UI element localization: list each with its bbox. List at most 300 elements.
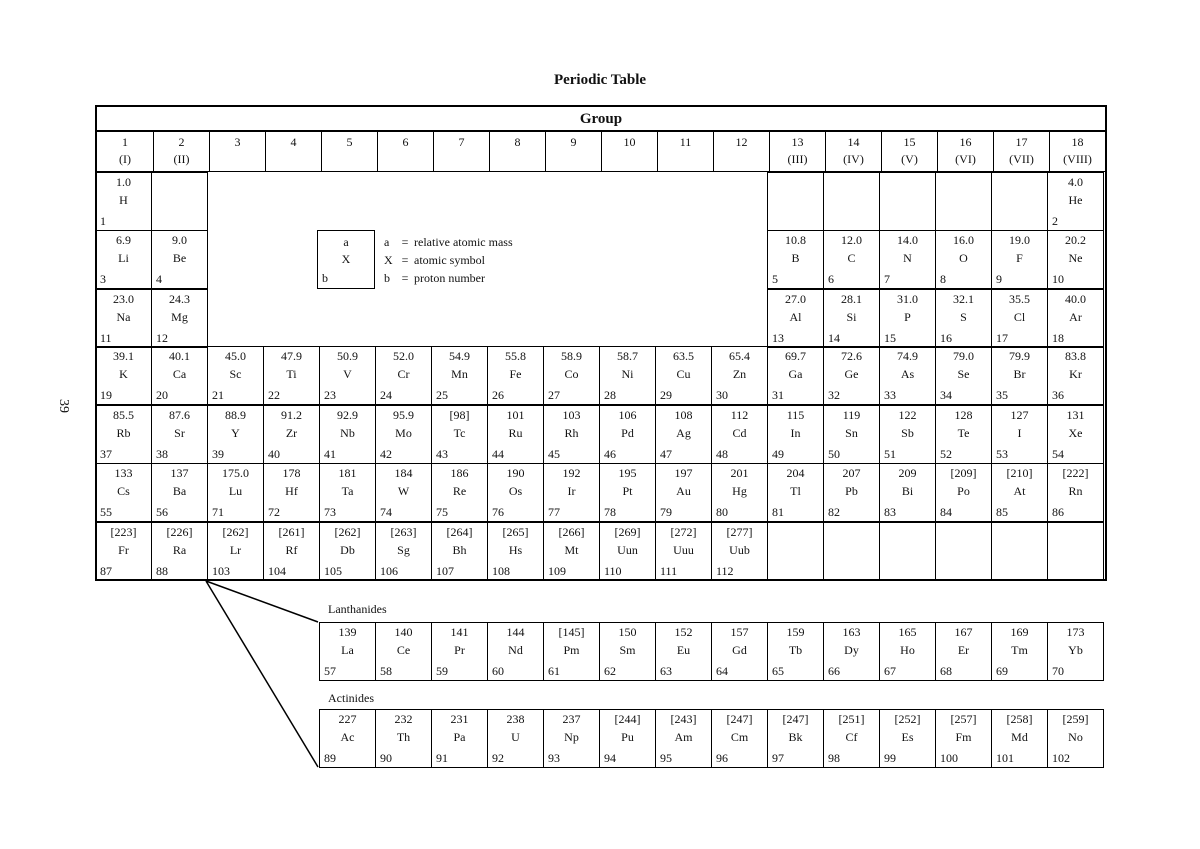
atomic-mass: 122: [898, 408, 917, 422]
atomic-symbol: Er: [957, 643, 970, 657]
atomic-symbol: I: [1017, 426, 1022, 440]
element-cell-u: [487, 709, 544, 768]
atomic-symbol: Ra: [172, 543, 187, 557]
atomic-symbol: Ir: [567, 484, 576, 498]
atomic-mass: 40.1: [169, 349, 190, 363]
element-cell-cd: [711, 405, 768, 464]
element-cell-ho: [879, 622, 936, 681]
proton-number: 83: [884, 505, 896, 519]
atomic-symbol: Co: [564, 367, 579, 381]
atomic-symbol: Bk: [788, 730, 803, 744]
group-roman-numeral: (I): [119, 152, 131, 166]
atomic-symbol: Ba: [172, 484, 187, 498]
proton-number: 106: [380, 564, 398, 578]
element-cell-tl: [767, 463, 824, 522]
element-cell-gd: [711, 622, 768, 681]
group-roman-numeral: (VI): [955, 152, 976, 166]
atomic-mass: 195: [618, 466, 637, 480]
empty-cell: [767, 172, 824, 231]
element-cell-tc: [431, 405, 488, 464]
atomic-symbol: Ru: [508, 426, 523, 440]
key-letter: a: [384, 235, 390, 249]
atomic-symbol: K: [119, 367, 128, 381]
atomic-symbol: Pr: [454, 643, 465, 657]
element-cell-pa: [431, 709, 488, 768]
atomic-mass: 108: [674, 408, 693, 422]
proton-number: 51: [884, 447, 896, 461]
proton-number: 99: [884, 751, 896, 765]
atomic-symbol: Eu: [676, 643, 691, 657]
group-number-cell: [881, 132, 937, 172]
proton-number: 7: [884, 272, 890, 286]
lanthanides-label: Lanthanides: [328, 602, 387, 616]
proton-number: 55: [100, 505, 112, 519]
atomic-mass: 23.0: [113, 292, 134, 306]
group-number: 2: [178, 135, 185, 149]
atomic-symbol: Rn: [1068, 484, 1083, 498]
element-cell-f: [991, 230, 1048, 289]
atomic-symbol: Be: [172, 251, 187, 265]
group-number-cell: [265, 132, 321, 172]
atomic-symbol: Rf: [285, 543, 298, 557]
proton-number: 33: [884, 388, 896, 402]
proton-number: 57: [324, 664, 336, 678]
atomic-mass: [223]: [110, 525, 137, 539]
atomic-symbol: Rb: [116, 426, 131, 440]
proton-number: 15: [884, 331, 896, 345]
atomic-symbol: Na: [116, 310, 131, 324]
atomic-mass: 201: [730, 466, 749, 480]
atomic-symbol: V: [343, 367, 352, 381]
proton-number: 92: [492, 751, 504, 765]
proton-number: 65: [772, 664, 784, 678]
atomic-mass: 101: [506, 408, 525, 422]
proton-number: 96: [716, 751, 728, 765]
group-number-cell: [489, 132, 545, 172]
element-cell-th: [375, 709, 432, 768]
atomic-mass: [263]: [390, 525, 417, 539]
proton-number: 109: [548, 564, 566, 578]
atomic-symbol: Tm: [1011, 643, 1028, 657]
element-cell-mn: [431, 346, 488, 405]
atomic-symbol: Yb: [1068, 643, 1083, 657]
element-cell-ti: [263, 346, 320, 405]
proton-number: 44: [492, 447, 504, 461]
atomic-mass: 79.0: [953, 349, 974, 363]
proton-number: 50: [828, 447, 840, 461]
element-cell-tb: [767, 622, 824, 681]
empty-cell: [991, 522, 1048, 581]
proton-number: 90: [380, 751, 392, 765]
atomic-mass: 169: [1010, 625, 1029, 639]
element-cell-rn: [1047, 463, 1104, 522]
atomic-mass: [226]: [166, 525, 193, 539]
atomic-mass: 115: [786, 408, 805, 422]
atomic-mass: [244]: [614, 712, 641, 726]
element-cell-sm: [599, 622, 656, 681]
element-cell-ni: [599, 346, 656, 405]
atomic-symbol: Zn: [732, 367, 747, 381]
key-legend: [384, 233, 513, 287]
atomic-mass: 52.0: [393, 349, 414, 363]
element-cell-hf: [263, 463, 320, 522]
group-number: 16: [959, 135, 972, 149]
element-cell-pm: [543, 622, 600, 681]
element-cell-am: [655, 709, 712, 768]
proton-number: 3: [100, 272, 106, 286]
periodic-table: [95, 105, 1107, 581]
group-number-cell: [657, 132, 713, 172]
atomic-symbol: Rh: [564, 426, 579, 440]
element-cell-y: [207, 405, 264, 464]
atomic-symbol: Lr: [229, 543, 242, 557]
atomic-mass: 92.9: [337, 408, 358, 422]
atomic-mass: 184: [394, 466, 413, 480]
page-title: Periodic Table: [553, 72, 647, 88]
proton-number: 105: [324, 564, 342, 578]
atomic-symbol: Mg: [171, 310, 188, 324]
proton-number: 4: [156, 272, 162, 286]
atomic-symbol: P: [904, 310, 911, 324]
atomic-symbol: Xe: [1068, 426, 1083, 440]
proton-number: 25: [436, 388, 448, 402]
proton-number: 58: [380, 664, 392, 678]
atomic-mass: 141: [450, 625, 469, 639]
group-number: 13: [791, 135, 804, 149]
proton-number: 29: [660, 388, 672, 402]
atomic-symbol: At: [1013, 484, 1026, 498]
element-cell-re: [431, 463, 488, 522]
atomic-symbol: Fe: [509, 367, 522, 381]
element-cell-ba: [151, 463, 208, 522]
atomic-symbol: Ce: [396, 643, 411, 657]
atomic-mass: 32.1: [953, 292, 974, 306]
atomic-mass: [251]: [838, 712, 865, 726]
proton-number: 53: [996, 447, 1008, 461]
atomic-symbol: Bh: [452, 543, 467, 557]
element-cell-he: [1047, 172, 1104, 231]
atomic-mass: 231: [450, 712, 469, 726]
element-cell-w: [375, 463, 432, 522]
proton-number: 101: [996, 751, 1014, 765]
atomic-symbol: Ar: [1069, 310, 1082, 324]
atomic-symbol: S: [960, 310, 967, 324]
proton-number: 98: [828, 751, 840, 765]
atomic-symbol: Ho: [900, 643, 915, 657]
atomic-mass: 35.5: [1009, 292, 1030, 306]
group-number: 10: [623, 135, 636, 149]
proton-number: 16: [940, 331, 952, 345]
atomic-mass: 72.6: [841, 349, 862, 363]
proton-number: 22: [268, 388, 280, 402]
proton-number: 97: [772, 751, 784, 765]
proton-number: 20: [156, 388, 168, 402]
element-cell-o: [935, 230, 992, 289]
proton-number: 14: [828, 331, 840, 345]
atomic-symbol: Si: [846, 310, 857, 324]
element-cell-ra: [151, 522, 208, 581]
atomic-mass: 20.2: [1065, 233, 1086, 247]
atomic-symbol: Re: [452, 484, 467, 498]
atomic-symbol: Sn: [845, 426, 858, 440]
element-cell-h: [95, 172, 152, 231]
proton-number: 74: [380, 505, 392, 519]
key-description: proton number: [414, 271, 485, 285]
element-cell-mt: [543, 522, 600, 581]
group-roman-numeral: (V): [901, 152, 918, 166]
atomic-mass: 24.3: [169, 292, 190, 306]
proton-number: 108: [492, 564, 510, 578]
group-roman-numeral: (II): [173, 152, 190, 166]
key-equals: =: [401, 271, 409, 285]
atomic-mass: 133: [114, 466, 133, 480]
proton-number: 107: [436, 564, 454, 578]
proton-number: 35: [996, 388, 1008, 402]
atomic-mass: 79.9: [1009, 349, 1030, 363]
proton-number: 62: [604, 664, 616, 678]
proton-number: 8: [940, 272, 946, 286]
element-cell-na: [95, 289, 152, 348]
element-cell-lu: [207, 463, 264, 522]
proton-number: 80: [716, 505, 728, 519]
atomic-mass: 16.0: [953, 233, 974, 247]
element-cell-uub: [711, 522, 768, 581]
proton-number: 18: [1052, 331, 1064, 345]
element-cell-ge: [823, 346, 880, 405]
atomic-symbol: Pm: [563, 643, 580, 657]
atomic-mass: 209: [898, 466, 917, 480]
proton-number: 69: [996, 664, 1008, 678]
proton-number: 10: [1052, 272, 1064, 286]
element-cell-in: [767, 405, 824, 464]
element-cell-ru: [487, 405, 544, 464]
proton-number: 46: [604, 447, 616, 461]
atomic-mass: 14.0: [897, 233, 918, 247]
element-cell-ag: [655, 405, 712, 464]
group-number: 11: [679, 135, 692, 149]
atomic-symbol: Nd: [508, 643, 523, 657]
atomic-mass: 12.0: [841, 233, 862, 247]
atomic-mass: [277]: [726, 525, 753, 539]
group-number: 15: [903, 135, 916, 149]
atomic-mass: 127: [1010, 408, 1029, 422]
element-cell-mo: [375, 405, 432, 464]
atomic-symbol: Bi: [901, 484, 914, 498]
atomic-mass: 119: [842, 408, 861, 422]
empty-cell: [823, 522, 880, 581]
atomic-symbol: Am: [674, 730, 693, 744]
proton-number: 78: [604, 505, 616, 519]
atomic-mass: 140: [394, 625, 413, 639]
element-cell-ce: [375, 622, 432, 681]
element-cell-os: [487, 463, 544, 522]
group-number-cell: [377, 132, 433, 172]
key-legend-row: [384, 251, 513, 269]
atomic-symbol: Tc: [453, 426, 466, 440]
proton-number: 12: [156, 331, 168, 345]
element-cell-v: [319, 346, 376, 405]
atomic-mass: 27.0: [785, 292, 806, 306]
atomic-mass: 175.0: [222, 466, 249, 480]
element-cell-cf: [823, 709, 880, 768]
atomic-mass: 39.1: [113, 349, 134, 363]
atomic-mass: 63.5: [673, 349, 694, 363]
proton-number: 60: [492, 664, 504, 678]
atomic-mass: [257]: [950, 712, 977, 726]
atomic-mass: [222]: [1062, 466, 1089, 480]
element-cell-pu: [599, 709, 656, 768]
element-cell-cl: [991, 289, 1048, 348]
proton-number: 94: [604, 751, 616, 765]
group-number: 9: [570, 135, 577, 149]
atomic-symbol: No: [1068, 730, 1083, 744]
element-cell-au: [655, 463, 712, 522]
proton-number: 52: [940, 447, 952, 461]
group-number: 6: [402, 135, 409, 149]
atomic-mass: [243]: [670, 712, 697, 726]
atomic-mass: [247]: [782, 712, 809, 726]
proton-number: 37: [100, 447, 112, 461]
atomic-symbol: Hf: [285, 484, 298, 498]
atomic-symbol: Br: [1013, 367, 1026, 381]
atomic-mass: 167: [954, 625, 973, 639]
atomic-mass: 139: [338, 625, 357, 639]
proton-number: 28: [604, 388, 616, 402]
atomic-symbol: He: [1068, 193, 1083, 207]
group-number: 7: [458, 135, 465, 149]
atomic-symbol: Mt: [564, 543, 579, 557]
atomic-symbol: Md: [1011, 730, 1028, 744]
element-cell-bh: [431, 522, 488, 581]
element-cell-i: [991, 405, 1048, 464]
page-number: 39: [56, 399, 71, 413]
connector-line-lanthanides: [206, 581, 318, 622]
key-letter: b: [384, 271, 390, 285]
proton-number: 41: [324, 447, 336, 461]
atomic-mass: [272]: [670, 525, 697, 539]
atomic-mass: [210]: [1006, 466, 1033, 480]
atomic-mass: 159: [786, 625, 805, 639]
element-cell-uun: [599, 522, 656, 581]
element-cell-xe: [1047, 405, 1104, 464]
group-number-cell: [209, 132, 265, 172]
atomic-mass: 69.7: [785, 349, 806, 363]
atomic-mass: 28.1: [841, 292, 862, 306]
proton-number: 102: [1052, 751, 1070, 765]
element-cell-po: [935, 463, 992, 522]
group-header: Group: [97, 107, 1105, 132]
atomic-symbol: Cf: [845, 730, 858, 744]
atomic-mass: 54.9: [449, 349, 470, 363]
element-cell-bk: [767, 709, 824, 768]
proton-number: 70: [1052, 664, 1064, 678]
element-cell-zr: [263, 405, 320, 464]
proton-number: 38: [156, 447, 168, 461]
element-cell-ac: [319, 709, 376, 768]
element-cell-mg: [151, 289, 208, 348]
group-number-cell: [937, 132, 993, 172]
proton-number: 93: [548, 751, 560, 765]
atomic-symbol: U: [511, 730, 520, 744]
element-cell-al: [767, 289, 824, 348]
group-number: 17: [1015, 135, 1028, 149]
proton-number: 85: [996, 505, 1008, 519]
proton-number: 32: [828, 388, 840, 402]
element-cell-kr: [1047, 346, 1104, 405]
element-cell-cr: [375, 346, 432, 405]
element-cell-fr: [95, 522, 152, 581]
element-cell-co: [543, 346, 600, 405]
empty-cell: [879, 172, 936, 231]
group-number: 1: [122, 135, 128, 149]
atomic-symbol: Ga: [788, 367, 803, 381]
atomic-symbol: Sm: [619, 643, 636, 657]
element-cell-ca: [151, 346, 208, 405]
proton-number: 6: [828, 272, 834, 286]
proton-number: 27: [548, 388, 560, 402]
proton-number: 26: [492, 388, 504, 402]
atomic-symbol: W: [397, 484, 410, 498]
element-cell-bi: [879, 463, 936, 522]
atomic-mass: 163: [842, 625, 861, 639]
atomic-mass: 157: [730, 625, 749, 639]
empty-cell: [879, 522, 936, 581]
atomic-symbol: Mn: [451, 367, 468, 381]
atomic-symbol: Pt: [622, 484, 633, 498]
element-cell-hg: [711, 463, 768, 522]
group-roman-numeral: (IV): [843, 152, 864, 166]
group-roman-numeral: (III): [787, 152, 808, 166]
element-cell-ir: [543, 463, 600, 522]
atomic-mass: 58.7: [617, 349, 638, 363]
atomic-symbol: Dy: [844, 643, 859, 657]
group-number: 14: [847, 135, 860, 149]
group-number: 5: [346, 135, 353, 149]
proton-number: 21: [212, 388, 224, 402]
proton-number: 43: [436, 447, 448, 461]
group-number-cell: [97, 132, 153, 172]
element-cell-zn: [711, 346, 768, 405]
atomic-symbol: Hs: [508, 543, 523, 557]
atomic-mass: [262]: [222, 525, 249, 539]
atomic-mass: [265]: [502, 525, 529, 539]
group-number-cell: [769, 132, 825, 172]
element-cell-fe: [487, 346, 544, 405]
atomic-mass: [145]: [558, 625, 585, 639]
proton-number: 75: [436, 505, 448, 519]
atomic-symbol: Mo: [395, 426, 412, 440]
empty-cell: [991, 172, 1048, 231]
element-cell-rb: [95, 405, 152, 464]
atomic-mass: 45.0: [225, 349, 246, 363]
atomic-symbol: Nb: [340, 426, 355, 440]
element-cell-pb: [823, 463, 880, 522]
group-number-cell: [1049, 132, 1105, 172]
proton-number: 48: [716, 447, 728, 461]
atomic-symbol: Li: [118, 251, 129, 265]
element-cell-sr: [151, 405, 208, 464]
proton-number: 11: [100, 331, 112, 345]
element-cell-cu: [655, 346, 712, 405]
atomic-mass: [247]: [726, 712, 753, 726]
proton-number: 31: [772, 388, 784, 402]
proton-number: 17: [996, 331, 1008, 345]
element-cell-tm: [991, 622, 1048, 681]
element-cell-ne: [1047, 230, 1104, 289]
atomic-symbol: Pa: [453, 730, 466, 744]
proton-number: 79: [660, 505, 672, 519]
atomic-symbol: Hg: [732, 484, 747, 498]
